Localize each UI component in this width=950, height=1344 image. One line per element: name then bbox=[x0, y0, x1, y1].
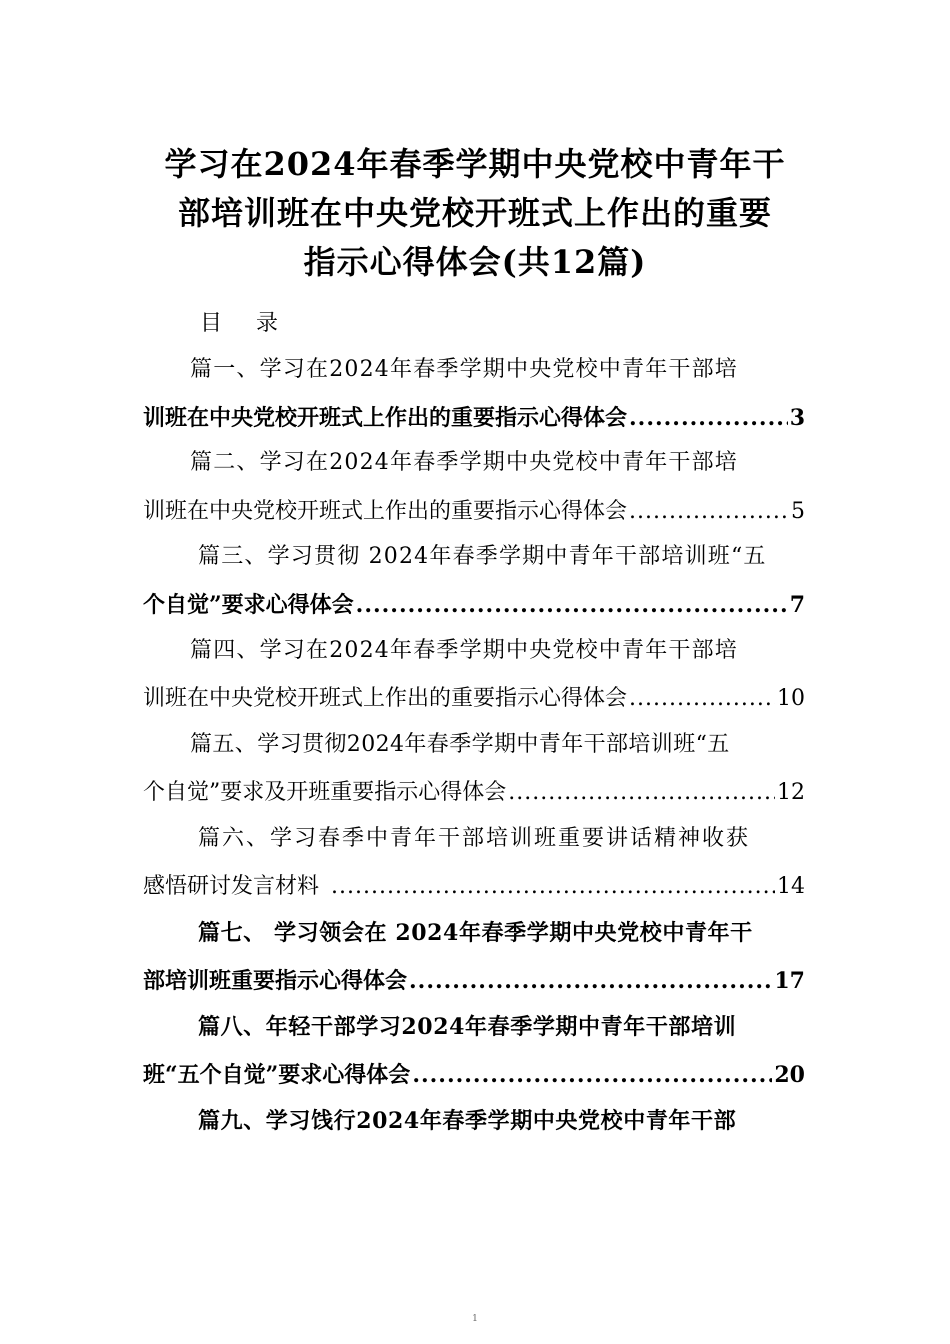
toc-entry-3-page: 7 bbox=[789, 592, 805, 618]
toc-entry-4-line-1: 篇四、学习在2024年春季学期中央党校中青年干部培 bbox=[190, 638, 738, 663]
document-title bbox=[0, 140, 950, 287]
toc-entry-2-line-1: 篇二、学习在2024年春季学期中央党校中青年干部培 bbox=[190, 450, 738, 475]
title-line-3: 指示心得体会(共12篇) bbox=[303, 243, 647, 281]
toc-entry-7-line-1: 篇七、 学习领会在 2024年春季学期中央党校中青年干 bbox=[198, 920, 753, 946]
toc-entry-8-page: 20 bbox=[774, 1062, 805, 1088]
toc-entry-8-line-2[interactable] bbox=[143, 1060, 805, 1090]
toc-entry-3-line-2[interactable] bbox=[143, 590, 805, 620]
toc-entry-9-line-1: 篇九、学习饯行2024年春季学期中央党校中青年干部 bbox=[198, 1108, 737, 1134]
leader-dots bbox=[331, 872, 775, 902]
toc-entry-8-line-1: 篇八、年轻干部学习2024年春季学期中青年干部培训 bbox=[198, 1014, 737, 1040]
toc-entry-7-line-2[interactable] bbox=[143, 966, 805, 996]
toc-entry-5-page: 12 bbox=[777, 780, 805, 805]
toc-entry-2-text: 训班在中央党校开班式上作出的重要指示心得体会 bbox=[143, 499, 628, 524]
toc-entry-1-text: 训班在中央党校开班式上作出的重要指示心得体会 bbox=[143, 405, 628, 431]
toc-heading bbox=[200, 306, 278, 337]
toc-entry-3-text: 个自觉”要求心得体会 bbox=[143, 592, 354, 618]
title-line-1: 学习在2024年春季学期中央党校中青年干 bbox=[164, 145, 786, 183]
toc-entry-6-page: 14 bbox=[777, 874, 805, 899]
toc-entry-7-text: 部培训班重要指示心得体会 bbox=[143, 968, 408, 994]
leader-dots bbox=[629, 403, 788, 433]
toc-entry-5-line-1: 篇五、学习贯彻2024年春季学期中青年干部培训班“五 bbox=[190, 732, 730, 757]
toc-entry-6-text: 感悟研讨发言材料 bbox=[143, 874, 320, 899]
leader-dots bbox=[356, 590, 788, 620]
toc-entry-4-text: 训班在中央党校开班式上作出的重要指示心得体会 bbox=[143, 686, 628, 711]
toc-entry-8-text: 班“五个自觉”要求心得体会 bbox=[143, 1062, 411, 1088]
toc-heading-char-1: 目 bbox=[200, 311, 223, 336]
toc-entry-7-page: 17 bbox=[774, 968, 805, 994]
leader-dots bbox=[508, 778, 775, 808]
leader-dots bbox=[629, 497, 789, 527]
leader-dots bbox=[412, 1060, 772, 1090]
toc-entry-5-text: 个自觉”要求及开班重要指示心得体会 bbox=[143, 780, 507, 805]
toc-entry-3-line-1: 篇三、学习贯彻 2024年春季学期中青年干部培训班“五 bbox=[198, 544, 767, 569]
leader-dots bbox=[629, 684, 775, 714]
toc-entry-4-line-2[interactable] bbox=[143, 684, 805, 714]
toc-entry-6-line-2[interactable] bbox=[143, 872, 805, 902]
toc-entry-1-page: 3 bbox=[789, 405, 805, 431]
toc-entry-4-page: 10 bbox=[777, 686, 805, 711]
toc-heading-char-2: 录 bbox=[256, 311, 279, 336]
toc-entry-1-line-2[interactable] bbox=[143, 403, 805, 433]
toc-entry-6-line-1: 篇六、学习春季中青年干部培训班重要讲话精神收获 bbox=[198, 826, 751, 851]
toc-entry-1-line-1: 篇一、学习在2024年春季学期中央党校中青年干部培 bbox=[190, 357, 738, 382]
leader-dots bbox=[409, 966, 772, 996]
toc-entry-5-line-2[interactable] bbox=[143, 778, 805, 808]
toc-entry-2-page: 5 bbox=[791, 499, 805, 524]
toc-entry-2-line-2[interactable] bbox=[143, 497, 805, 527]
page-number: 1 bbox=[472, 1314, 478, 1324]
title-line-2: 部培训班在中央党校开班式上作出的重要 bbox=[177, 194, 772, 232]
